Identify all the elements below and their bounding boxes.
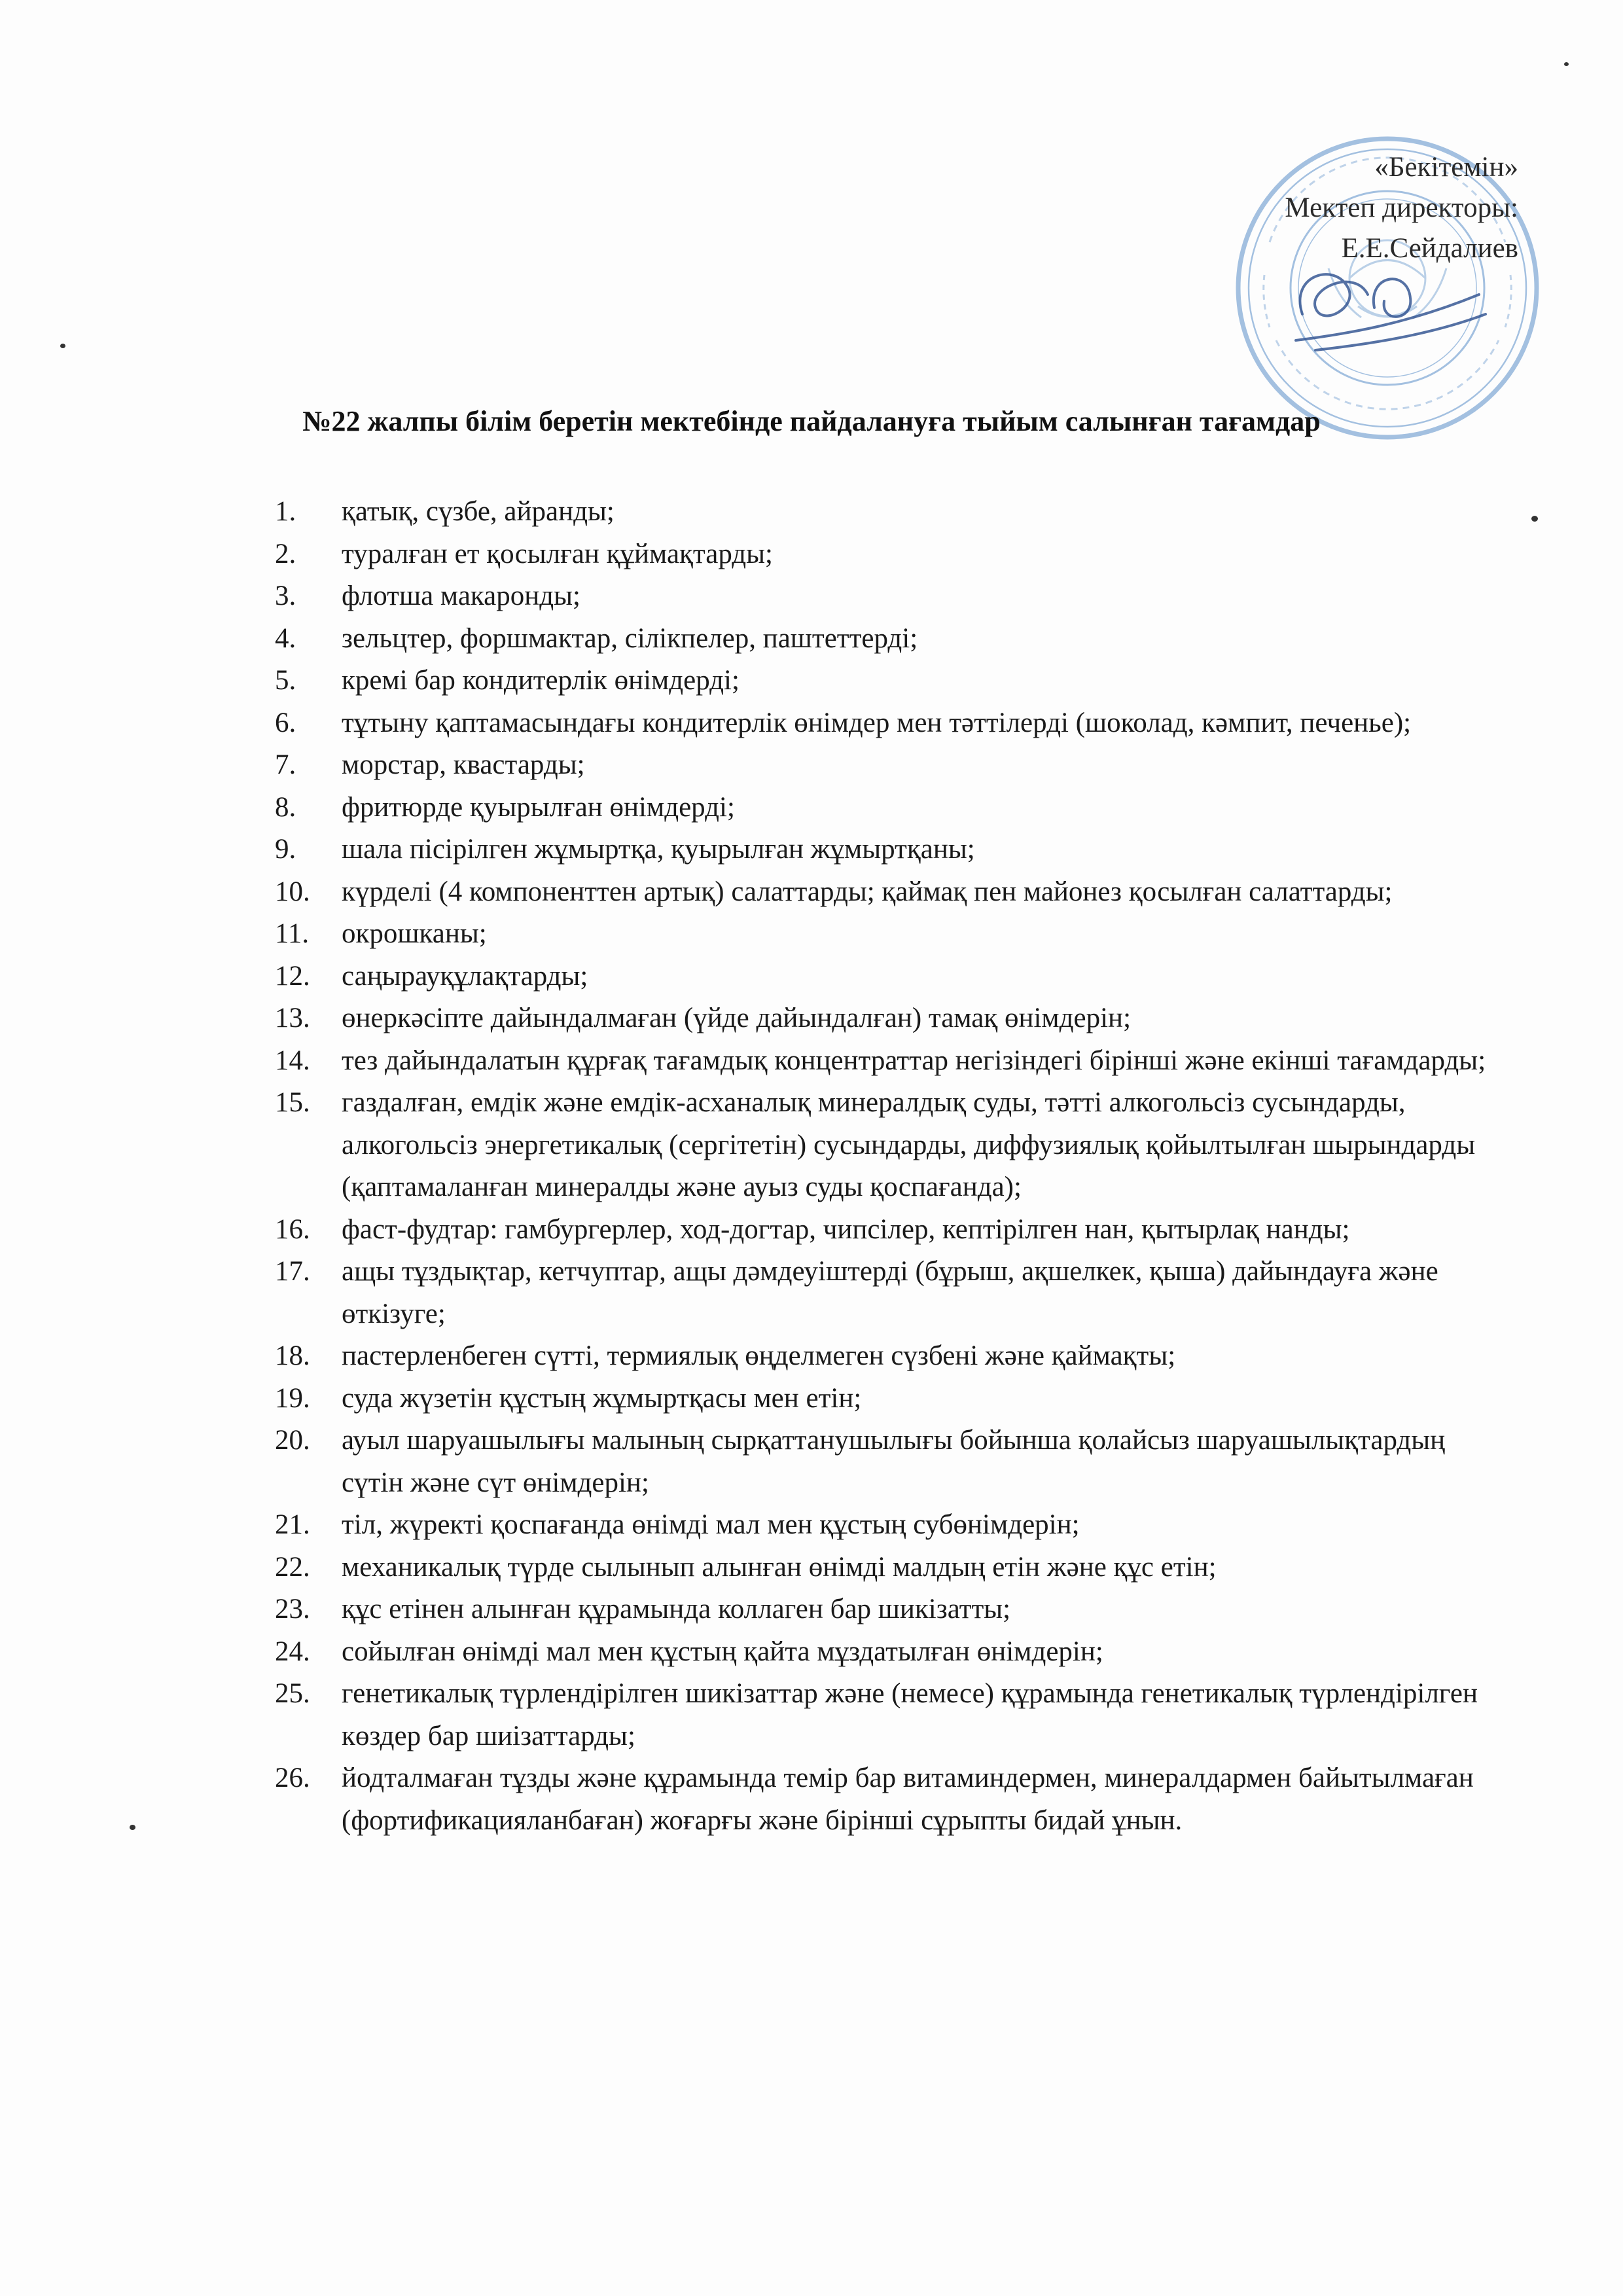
list-item-text: суда жүзетін құстың жұмыртқасы мен етін; (342, 1382, 862, 1414)
list-item-text: туралған ет қосылған құймақтарды; (342, 538, 773, 569)
list-item-number: 23. (275, 1594, 310, 1624)
list-item-text: саңырауқұлақтарды; (342, 960, 588, 992)
list-item-number: 19. (275, 1382, 310, 1414)
scan-speck (1564, 62, 1569, 66)
scan-speck (130, 1825, 135, 1830)
list-item-number: 5. (275, 665, 296, 696)
list-item-text: шала пісірілген жұмыртқа, қуырылған жұмыртқаны; (342, 834, 975, 865)
list-item-text: фаст-фудтар: гамбургерлер, ход-догтар, чипсілер, кептірілген нан, қытырлақ нанды; (342, 1213, 1350, 1245)
list-item-text: күрделі (4 компоненттен артық) салаттарды; қаймақ пен майонез қосылған салаттарды; (342, 876, 1393, 907)
list-item (275, 1631, 1505, 1674)
list-item-text: пастерленбеген сүтті, термиялық өңделмеген сүзбені және қаймақты; (342, 1340, 1176, 1371)
list-item-number: 22. (275, 1551, 310, 1583)
list-item (275, 1757, 1505, 1842)
list-item-number: 4. (275, 622, 296, 654)
list-item (275, 618, 1505, 660)
list-item (275, 1504, 1505, 1547)
list-item-text: кремі бар кондитерлік өнімдерді; (342, 665, 740, 696)
approval-position: Мектеп директоры: (1285, 192, 1518, 223)
list-item-text: сойылған өнімді мал мен құстың қайта мұздатылған өнімдерін; (342, 1636, 1103, 1667)
list-item (275, 1547, 1505, 1589)
list-item-text: тез дайындалатын құрғақ тағамдық концентраттар негізіндегі бірінші және екінші тағамдарды; (342, 1045, 1486, 1076)
list-item-number: 26. (275, 1763, 310, 1793)
list-item-number: 2. (275, 538, 296, 569)
list-item-number: 8. (275, 791, 296, 823)
list-item (275, 533, 1505, 576)
list-item-text: флотша макаронды; (342, 581, 580, 611)
list-item (275, 660, 1505, 702)
list-item-number: 6. (275, 707, 296, 738)
list-item (275, 1040, 1505, 1083)
list-item-number: 11. (275, 918, 310, 949)
list-item (275, 1082, 1505, 1209)
list-item-number: 18. (275, 1340, 310, 1371)
scan-speck (60, 344, 65, 348)
list-item-text: ащы тұздықтар, кетчуптар, ащы дәмдеуіштерді (бұрыш, ақшелкек, қыша) дайындауға және өткізуге; (342, 1256, 1438, 1329)
list-item-text: тұтыну қаптамасындағы кондитерлік өнімдер мен тәттілерді (шоколад, кәмпит, печенье); (342, 707, 1412, 738)
list-item (275, 575, 1505, 618)
list-item (275, 997, 1505, 1040)
approval-block (1060, 147, 1518, 269)
list-item-text: окрошканы; (342, 918, 487, 949)
list-item-number: 7. (275, 749, 296, 780)
list-item (275, 956, 1505, 998)
list-item-number: 15. (275, 1087, 310, 1118)
list-item-text: генетикалық түрлендірілген шикізаттар және (немесе) құрамында генетикалық түрлендірілген көздер бар шиізаттарды; (342, 1678, 1478, 1751)
list-item-text: зельцтер, форшмактар, сілікпелер, паштеттерді; (342, 622, 918, 654)
list-item-number: 9. (275, 834, 296, 865)
list-item (275, 1673, 1505, 1757)
scan-speck (1531, 516, 1538, 522)
list-item-text: механикалық түрде сылынып алынған өнімді малдың етін және құс етін; (342, 1551, 1217, 1583)
list-item-number: 24. (275, 1636, 310, 1667)
list-item (275, 744, 1505, 787)
list-item-number: 12. (275, 960, 310, 992)
approval-heading: «Бекітемін» (1374, 152, 1518, 183)
list-item (275, 871, 1505, 914)
list-item (275, 787, 1505, 829)
list-item-number: 10. (275, 876, 310, 907)
list-item (275, 1209, 1505, 1251)
list-item-text: ауыл шаруашылығы малының сырқаттанушылығы бойынша қолайсыз шаруашылықтардың сүтін және сүт өнімдерін; (342, 1425, 1446, 1498)
list-item (275, 1335, 1505, 1378)
list-item (275, 829, 1505, 871)
list-item (275, 491, 1505, 533)
list-item (275, 1588, 1505, 1631)
list-item-number: 25. (275, 1678, 310, 1709)
list-item-text: өнеркәсіпте дайындалмаған (үйде дайындалған) тамақ өнімдерін; (342, 1003, 1132, 1033)
document-title: №22 жалпы білім беретін мектебінде пайдалануға тыйым салынған тағамдар (302, 405, 1321, 437)
list-item-number: 1. (275, 496, 296, 527)
list-item-number: 14. (275, 1045, 310, 1076)
list-item (275, 1251, 1505, 1335)
list-item-number: 16. (275, 1213, 310, 1245)
list-item-number: 21. (275, 1509, 310, 1540)
list-item (275, 913, 1505, 956)
list-item (275, 1378, 1505, 1420)
list-item-text: құс етінен алынған құрамында коллаген бар шикізатты; (342, 1594, 1011, 1624)
list-item-number: 17. (275, 1256, 310, 1287)
prohibited-foods-list (275, 491, 1505, 1842)
list-item-text: қатық, сүзбе, айранды; (342, 496, 615, 527)
list-item-number: 20. (275, 1425, 310, 1456)
list-item-text: газдалған, емдік және емдік-асханалық минералдық суды, тәтті алкогольсіз сусындарды, алкогольсіз энергетикалық (сергітетін) сусындарды, диффузиялық қойылтылған шырындарды (қаптамаланған минералды және ауыз суды қоспағанда); (342, 1087, 1476, 1202)
list-item (275, 702, 1505, 745)
list-item-number: 3. (275, 581, 296, 611)
list-item-text: тіл, жүректі қоспағанда өнімді мал мен құстың субөнімдерін; (342, 1509, 1080, 1540)
list-item-text: йодталмаған тұзды және құрамында темір бар витаминдермен, минералдармен байытылмаған (фортификацияланбаған) жоғарғы және бірінші сұрыпты бидай ұнын. (342, 1763, 1474, 1836)
list-item (275, 1420, 1505, 1504)
list-item-number: 13. (275, 1003, 310, 1033)
list-item-text: фритюрде қуырылған өнімдерді; (342, 791, 735, 823)
approval-name: Е.Е.Сейдалиев (1341, 233, 1518, 264)
list-item-text: морстар, квастарды; (342, 749, 585, 780)
